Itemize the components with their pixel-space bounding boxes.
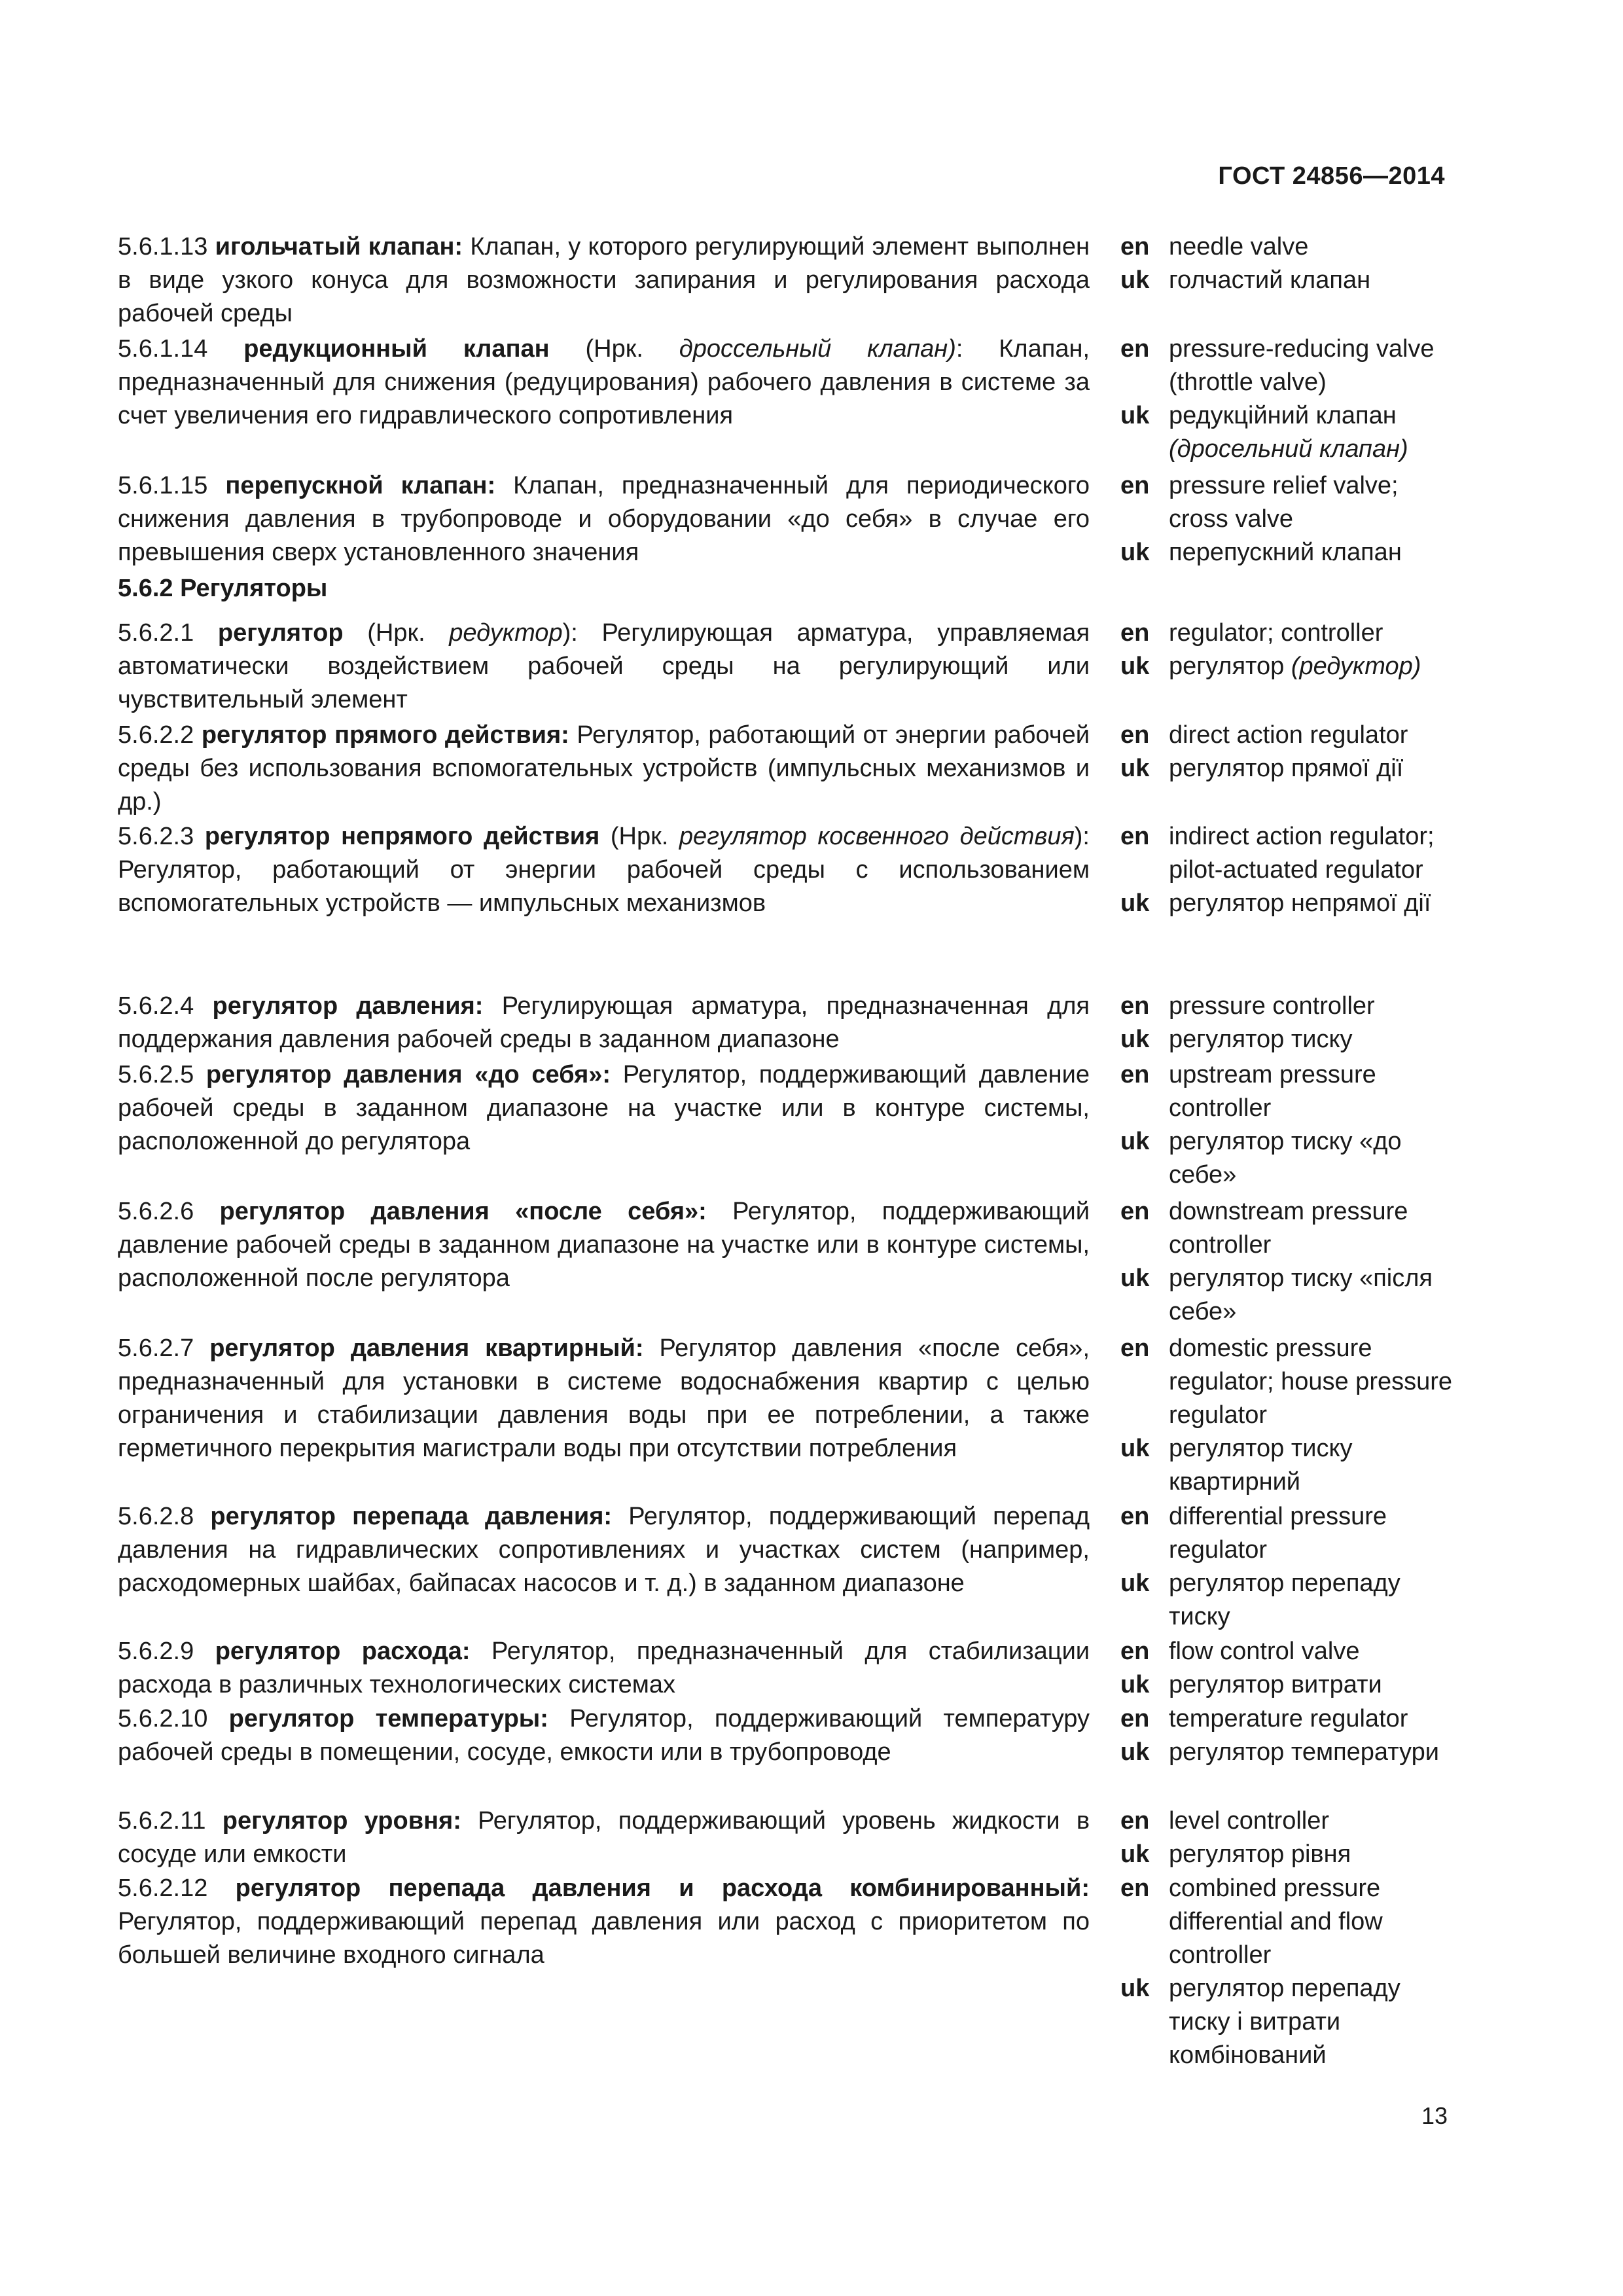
lang-en: en xyxy=(1120,1061,1150,1088)
term-uk: голчастий клапан xyxy=(1169,266,1371,294)
lang-en: en xyxy=(1120,1503,1150,1530)
definition-text: Регулятор, поддерживающий уровень жидкости в сосуде или емкости xyxy=(118,1807,1090,1868)
translations xyxy=(1120,1332,1461,1499)
definition xyxy=(118,230,1090,331)
definition xyxy=(118,1332,1090,1465)
section-number: 5.6.2 xyxy=(118,575,173,602)
term-en: pressure-reducing valve (throttle valve) xyxy=(1169,335,1435,396)
definition xyxy=(118,332,1090,433)
definition-text: Регулятор, поддерживающий давление рабочей среды в заданном диапазоне на участке или в контуре системы, расположенной после регулятора xyxy=(118,1198,1090,1292)
lang-en: en xyxy=(1120,1874,1150,1902)
definition-text: Регулятор давления «после себя», предназначенный для установки в системе водоснабжения квартир с целью ограничения и стабилизации давления воды при ее потреблении, а также герметичного перекрытия магистрали воды при отсутствии потребления xyxy=(118,1335,1090,1462)
entry-number: 5.6.2.6 xyxy=(118,1198,194,1225)
lang-uk: uk xyxy=(1120,653,1150,680)
translations xyxy=(1120,1058,1461,1192)
translations xyxy=(1120,617,1461,683)
definition xyxy=(118,719,1090,819)
lang-uk: uk xyxy=(1120,402,1150,429)
term-en: temperature regulator xyxy=(1169,1705,1408,1732)
term-en: indirect action regulator; pilot-actuated regulator xyxy=(1169,823,1435,884)
definition-text: Регулятор, поддерживающий давление рабочей среды в заданном диапазоне на участке или в контуре системы, расположенной до регулятора xyxy=(118,1061,1090,1155)
entry-number: 5.6.1.14 xyxy=(118,335,208,363)
entry-number: 5.6.2.1 xyxy=(118,619,194,647)
term-uk: регулятор тиску «після себе» xyxy=(1169,1265,1433,1325)
term-name: регулятор давления «до себя»: xyxy=(205,1061,611,1088)
lang-en: en xyxy=(1120,721,1150,749)
definition-text: Регулирующая арматура, управляемая автоматически воздействием рабочей среды на регулирующий или чувствительный элемент xyxy=(118,619,1090,713)
term-en: downstream pressure controller xyxy=(1169,1198,1408,1259)
synonym-suffix: : xyxy=(955,335,963,363)
term-name: редукционный клапан xyxy=(243,335,550,363)
synonym: редуктор xyxy=(449,619,563,647)
definition xyxy=(118,1195,1090,1295)
translations xyxy=(1120,469,1461,569)
term-en: level controller xyxy=(1169,1807,1329,1835)
translations xyxy=(1120,719,1461,785)
synonym-prefix: (Нрк. xyxy=(549,335,679,363)
lang-en: en xyxy=(1120,1198,1150,1225)
term-name: регулятор уровня: xyxy=(222,1807,461,1835)
entry-number: 5.6.2.5 xyxy=(118,1061,194,1088)
lang-uk: uk xyxy=(1120,1265,1150,1292)
synonym-suffix: ): xyxy=(562,619,578,647)
translations xyxy=(1120,1195,1461,1329)
definition-text: Регулятор, поддерживающий перепад давления на гидравлических сопротивлениях и участках систем (например, расходомерных шайбах, байпасах насосов и т. д.) в заданном диапазоне xyxy=(118,1503,1090,1597)
lang-uk: uk xyxy=(1120,1671,1150,1698)
term-en: pressure controller xyxy=(1169,992,1375,1020)
lang-uk: uk xyxy=(1120,1128,1150,1155)
lang-uk: uk xyxy=(1120,755,1150,782)
entry-number: 5.6.2.2 xyxy=(118,721,194,749)
translations xyxy=(1120,1500,1461,1634)
entry-number: 5.6.2.3 xyxy=(118,823,194,850)
term-en: differential pressure regulator xyxy=(1169,1503,1387,1564)
definition-text: Регулирующая арматура, предназначенная для поддержания давления рабочей среды в заданном диапазоне xyxy=(118,992,1090,1053)
term-en: combined pressure differential and flow controller xyxy=(1169,1874,1383,1969)
term-en: domestic pressure regulator; house pressure regulator xyxy=(1169,1335,1453,1429)
entry-number: 5.6.2.9 xyxy=(118,1638,194,1665)
synonym: дроссельный клапан) xyxy=(679,335,956,363)
synonym-prefix: (Нрк. xyxy=(343,619,450,647)
term-uk: регулятор перепаду тиску і витрати комбінований xyxy=(1169,1975,1400,2069)
lang-uk: uk xyxy=(1120,1840,1150,1868)
lang-en: en xyxy=(1120,1807,1150,1835)
synonym: регулятор косвенного действия xyxy=(679,823,1075,850)
lang-uk: uk xyxy=(1120,266,1150,294)
section-title: Регуляторы xyxy=(180,575,328,602)
term-uk-synonym: (редуктор) xyxy=(1291,653,1421,680)
term-uk: регулятор непрямої дії xyxy=(1169,889,1431,917)
entry-number: 5.6.2.8 xyxy=(118,1503,194,1530)
translations xyxy=(1120,332,1461,466)
lang-en: en xyxy=(1120,472,1150,499)
definition-text: Регулятор, предназначенный для стабилизации расхода в различных технологических системах xyxy=(118,1638,1090,1698)
synonym-suffix: ): xyxy=(1074,823,1090,850)
translations xyxy=(1120,230,1461,297)
term-name: регулятор давления: xyxy=(212,992,484,1020)
definition xyxy=(118,990,1090,1056)
entry-number: 5.6.2.10 xyxy=(118,1705,208,1732)
definition-text: Регулятор, поддерживающий перепад давления или расход с приоритетом по большей величине входного сигнала xyxy=(118,1908,1090,1969)
lang-uk: uk xyxy=(1120,1738,1150,1766)
term-name: перепускной клапан: xyxy=(225,472,496,499)
lang-uk: uk xyxy=(1120,1975,1150,2002)
lang-uk: uk xyxy=(1120,1435,1150,1462)
entry-number: 5.6.2.7 xyxy=(118,1335,194,1362)
lang-en: en xyxy=(1120,335,1150,363)
definition-text: Регулятор, работающий от энергии рабочей среды с использованием вспомогательных устройств — импульсных механизмов xyxy=(118,856,1090,917)
term-en: flow control valve xyxy=(1169,1638,1360,1665)
lang-uk: uk xyxy=(1120,1026,1150,1053)
term-uk: регулятор тиску «до себе» xyxy=(1169,1128,1402,1189)
definition-text: Регулятор, работающий от энергии рабочей среды без использования вспомогательных устройств (импульсных механизмов и др.) xyxy=(118,721,1090,816)
entry-number: 5.6.1.13 xyxy=(118,233,208,260)
lang-en: en xyxy=(1120,823,1150,850)
term-name: игольчатый клапан: xyxy=(215,233,463,260)
definition xyxy=(118,1058,1090,1158)
term-en: direct action regulator xyxy=(1169,721,1408,749)
definition-text: Клапан, предназначенный для снижения (редуцирования) рабочего давления в системе за счет увеличения его гидравлического сопротивления xyxy=(118,335,1090,429)
translations xyxy=(1120,990,1461,1056)
synonym-prefix: (Нрк. xyxy=(599,823,679,850)
entry-number: 5.6.2.12 xyxy=(118,1874,208,1902)
term-name: регулятор xyxy=(217,619,344,647)
definition xyxy=(118,1804,1090,1871)
term-name: регулятор температуры: xyxy=(228,1705,548,1732)
entry-number: 5.6.1.15 xyxy=(118,472,208,499)
term-name: регулятор непрямого действия xyxy=(204,823,600,850)
definition xyxy=(118,1872,1090,1972)
term-en: needle valve xyxy=(1169,233,1309,260)
definition-text: Клапан, у которого регулирующий элемент выполнен в виде узкого конуса для возможности запирания и регулирования расхода рабочей среды xyxy=(118,233,1090,327)
lang-uk: uk xyxy=(1120,1570,1150,1597)
term-name: регулятор прямого действия: xyxy=(201,721,569,749)
term-en: pressure relief valve; cross valve xyxy=(1169,472,1399,533)
entry-number: 5.6.2.4 xyxy=(118,992,194,1020)
lang-uk: uk xyxy=(1120,889,1150,917)
definition xyxy=(118,1500,1090,1600)
term-uk: регулятор тиску квартирний xyxy=(1169,1435,1353,1496)
term-uk: регулятор рівня xyxy=(1169,1840,1351,1868)
term-uk: регулятор xyxy=(1169,653,1285,680)
entry-number: 5.6.2.11 xyxy=(118,1807,206,1835)
translations xyxy=(1120,1702,1461,1769)
term-uk: редукційний клапан xyxy=(1169,402,1397,429)
term-name: регулятор перепада давления: xyxy=(210,1503,613,1530)
lang-en: en xyxy=(1120,1335,1150,1362)
term-uk: регулятор тиску xyxy=(1169,1026,1353,1053)
lang-en: en xyxy=(1120,992,1150,1020)
lang-en: en xyxy=(1120,1705,1150,1732)
term-name: регулятор расхода: xyxy=(215,1638,471,1665)
definition xyxy=(118,469,1090,569)
term-uk-synonym: (дросельний клапан) xyxy=(1169,435,1408,463)
term-en: upstream pressure controller xyxy=(1169,1061,1376,1122)
page-number: 13 xyxy=(1421,2102,1448,2129)
term-name: регулятор давления «после себя»: xyxy=(219,1198,707,1225)
term-name: регулятор перепада давления и расхода комбинированный: xyxy=(235,1874,1090,1902)
definition xyxy=(118,617,1090,717)
lang-en: en xyxy=(1120,619,1150,647)
term-uk: регулятор перепаду тиску xyxy=(1169,1570,1400,1630)
term-en: regulator; controller xyxy=(1169,619,1383,647)
doc-code: ГОСТ 24856—2014 xyxy=(1218,162,1445,190)
translations xyxy=(1120,820,1461,920)
definition-text: Клапан, предназначенный для периодического снижения давления в трубопроводе и оборудовании «до себя» в случае его превышения сверх установленного значения xyxy=(118,472,1090,566)
definition xyxy=(118,1702,1090,1769)
term-uk: регулятор температури xyxy=(1169,1738,1439,1766)
term-uk: регулятор прямої дії xyxy=(1169,755,1404,782)
lang-en: en xyxy=(1120,233,1150,260)
lang-en: en xyxy=(1120,1638,1150,1665)
translations xyxy=(1120,1635,1461,1702)
translations xyxy=(1120,1872,1461,2072)
term-uk: регулятор витрати xyxy=(1169,1671,1382,1698)
definition-text: Регулятор, поддерживающий температуру рабочей среды в помещении, сосуде, емкости или в трубопроводе xyxy=(118,1705,1090,1766)
translations xyxy=(1120,1804,1461,1871)
lang-uk: uk xyxy=(1120,539,1150,566)
term-name: регулятор давления квартирный: xyxy=(209,1335,644,1362)
definition xyxy=(118,1635,1090,1702)
term-uk: перепускний клапан xyxy=(1169,539,1402,566)
section-heading xyxy=(118,575,327,603)
definition xyxy=(118,820,1090,920)
